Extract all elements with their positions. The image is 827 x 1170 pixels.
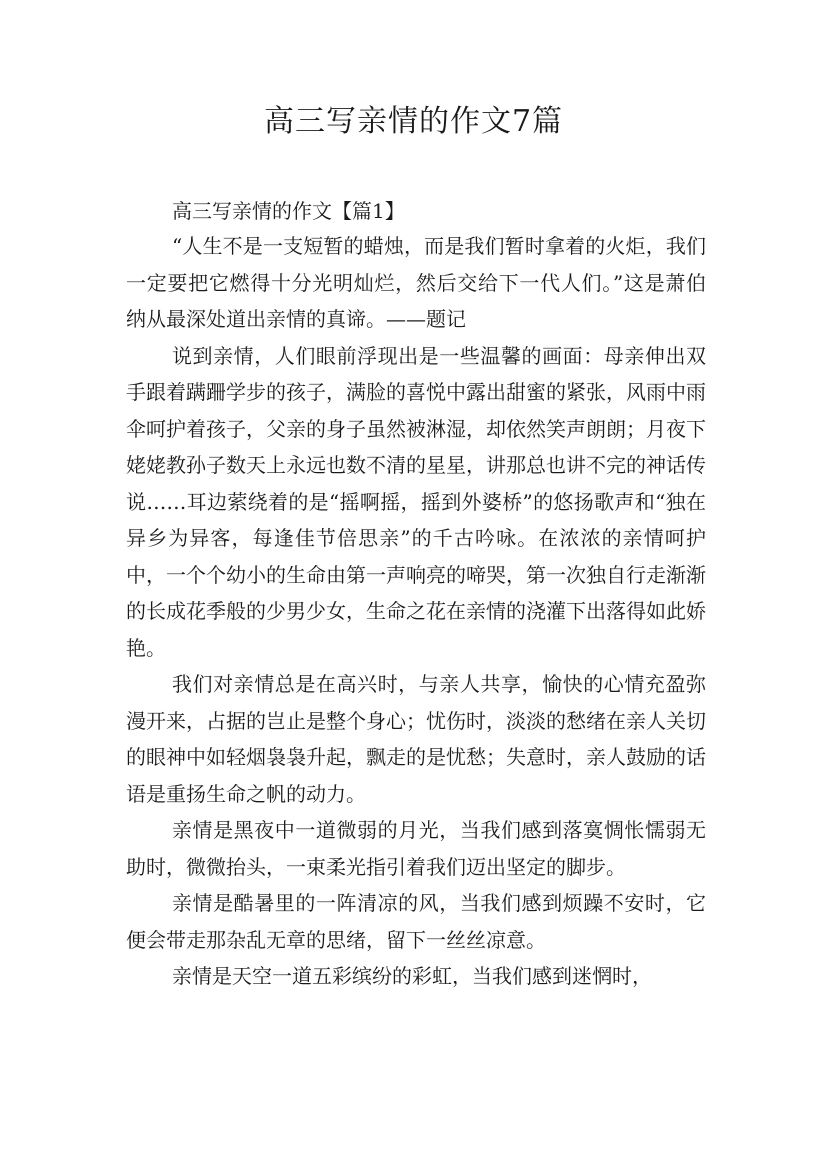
paragraph-epigraph: “人生不是一支短暂的蜡烛，而是我们暂时拿着的火炬，我们一定要把它燃得十分光明灿烂，然后交给下一代人们。”这是萧伯纳从最深处道出亲情的真谛。——题记 [126, 234, 706, 331]
paragraph: 亲情是酷暑里的一阵清凉的风，当我们感到烦躁不安时，它便会带走那杂乱无章的思绪，留下一丝丝凉意。 [126, 891, 706, 952]
paragraph: 亲情是天空一道五彩缤纷的彩虹，当我们感到迷惘时， [172, 964, 652, 988]
document-title: 高三写亲情的作文7篇 [263, 104, 564, 139]
paragraph: 说到亲情，人们眼前浮现出是一些温馨的画面：母亲伸出双手跟着蹒跚学步的孩子，满脸的喜悦中露出甜蜜的紧张，风雨中雨伞呵护着孩子，父亲的身子虽然被淋湿，却依然笑声朗朗；月夜下姥姥教孙子数天上永远也数不清的星星，讲那总也讲不完的神话传说……耳边萦绕着的是“摇啊摇，摇到外婆桥”的悠扬歌声和“独在异乡为异客，每逢佳节倍思亲”的千古吟咏。在浓浓的亲情呵护中，一个个幼小的生命由第一声响亮的啼哭，第一次独自行走渐渐的长成花季般的少男少女，生命之花在亲情的浇灌下出落得如此娇艳。 [126, 343, 706, 660]
paragraph: 我们对亲情总是在高兴时，与亲人共享，愉快的心情充盈弥漫开来，占据的岂止是整个身心；忧伤时，淡淡的愁绪在亲人关切的眼神中如轻烟袅袅升起，飘走的是忧愁；失意时，亲人鼓励的话语是重扬生命之帆的动力。 [126, 672, 706, 806]
document-body [126, 196, 706, 995]
section-heading: 高三写亲情的作文【篇1】 [172, 199, 405, 223]
paragraph: 亲情是黑夜中一道微弱的月光，当我们感到落寞惆怅懦弱无助时，微微抬头，一束柔光指引着我们迈出坚定的脚步。 [126, 818, 706, 879]
